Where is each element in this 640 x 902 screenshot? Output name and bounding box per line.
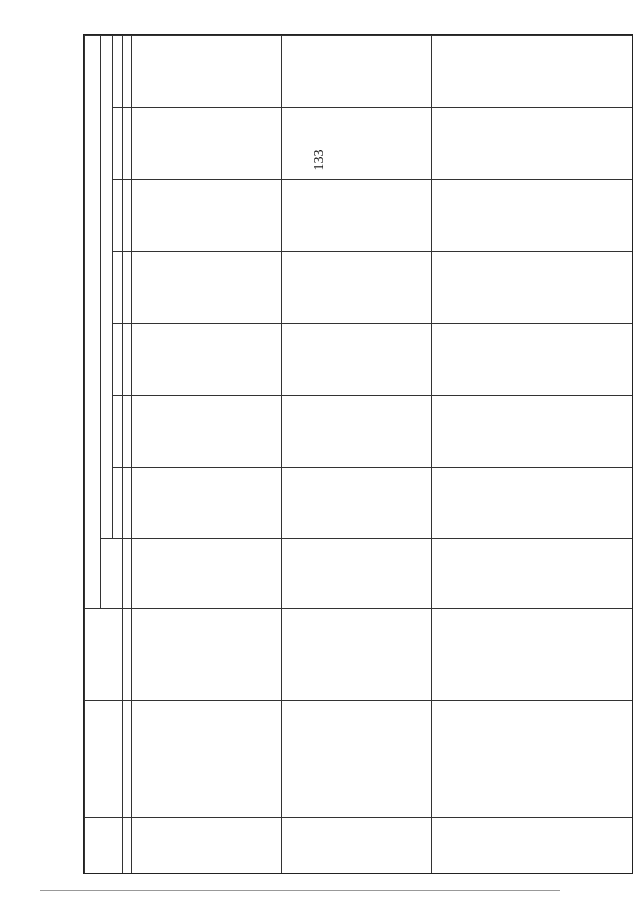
header-cell [101, 36, 113, 539]
header-row-1 [85, 36, 101, 875]
value-cell [132, 36, 282, 108]
column-number-cell [123, 818, 132, 874]
header-year-cell [113, 323, 123, 395]
value-cell [132, 395, 282, 467]
value-cell [132, 251, 282, 323]
column-number-cell [123, 609, 132, 701]
page-number: 133 [312, 149, 327, 171]
value-cell [432, 395, 634, 467]
column-number-cell [123, 251, 132, 323]
header-year-cell [113, 179, 123, 251]
resource-table [84, 35, 633, 874]
funding-source-cell [282, 609, 432, 701]
header-cell [85, 609, 123, 701]
header-cell [101, 539, 123, 609]
header-cell [85, 818, 123, 874]
funding-source-cell [132, 609, 282, 701]
value-cell [132, 323, 282, 395]
header-year-cell [113, 107, 123, 179]
program-name-cell [432, 700, 634, 818]
column-number-cell [123, 107, 132, 179]
program-name-cell [132, 700, 282, 818]
funding-source-cell [432, 609, 634, 701]
value-cell [282, 467, 432, 539]
status-cell [432, 818, 634, 874]
section-block-1 [132, 36, 282, 875]
value-cell [282, 179, 432, 251]
column-number-row [123, 36, 132, 875]
section-block-2 [282, 36, 432, 875]
value-cell [432, 323, 634, 395]
value-cell [132, 539, 282, 609]
header-year-cell [113, 395, 123, 467]
column-number-cell [123, 700, 132, 818]
column-number-cell [123, 395, 132, 467]
header-year-cell [113, 251, 123, 323]
value-cell [282, 323, 432, 395]
resource-table-frame [83, 34, 633, 874]
column-number-cell [123, 467, 132, 539]
status-cell [282, 818, 432, 874]
value-cell [132, 467, 282, 539]
value-cell [282, 395, 432, 467]
resource-table-rotated [84, 35, 633, 874]
value-cell [432, 107, 634, 179]
value-cell [432, 36, 634, 108]
column-number-cell [123, 323, 132, 395]
value-cell [132, 107, 282, 179]
program-name-cell [282, 700, 432, 818]
value-cell [432, 179, 634, 251]
column-number-cell [123, 539, 132, 609]
column-number-cell [123, 179, 132, 251]
header-year-cell [113, 467, 123, 539]
column-number-cell [123, 36, 132, 108]
value-cell [432, 539, 634, 609]
value-cell [282, 107, 432, 179]
header-year-cell [113, 36, 123, 108]
value-cell [432, 467, 634, 539]
header-cell [85, 36, 101, 609]
header-cell [85, 700, 123, 818]
status-cell [132, 818, 282, 874]
value-cell [132, 179, 282, 251]
value-cell [282, 251, 432, 323]
bottom-rule [40, 890, 560, 891]
value-cell [282, 539, 432, 609]
value-cell [432, 251, 634, 323]
value-cell [282, 36, 432, 108]
section-block-3 [432, 36, 634, 875]
